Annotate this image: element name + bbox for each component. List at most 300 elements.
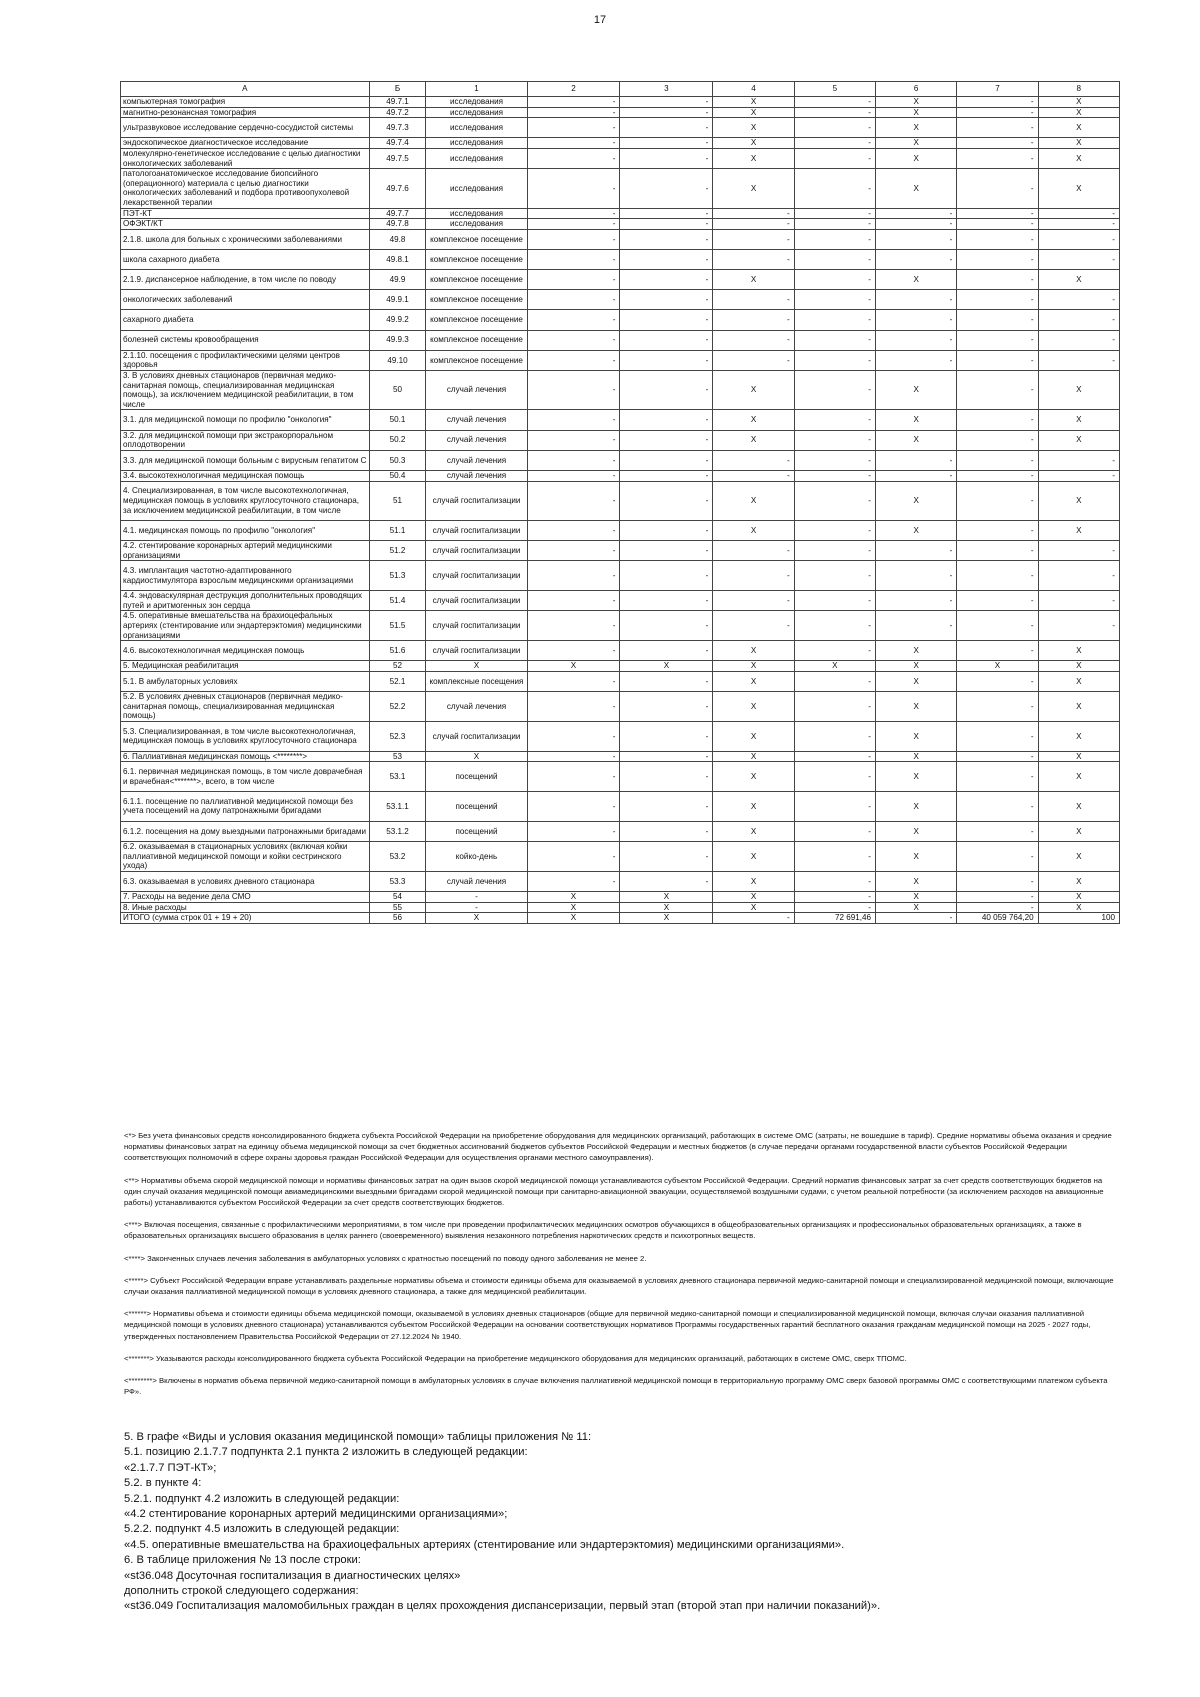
table-cell: -	[527, 229, 620, 249]
amendment-text	[124, 1430, 1124, 1615]
table-row	[121, 842, 1120, 872]
row-unit: комплексное посещение	[426, 350, 527, 370]
table-cell: -	[1038, 591, 1119, 611]
table-cell: -	[713, 208, 794, 219]
footnote: <*> Без учета финансовых средств консолидированного бюджета субъекта Российской Федерации на приобретение оборудования для медицинских организаций, работающих в системе ОМС (затраты, не вошедшие в тариф). Средние нормативы объема оказания и средние нормативы финансовых затрат на единицу объема медицинской помощи за счет бюджетных ассигнований бюджетов субъектов Российской Федерации и местных бюджетов (в случае передачи органами государственной власти субъектов Российской Федерации соответствующих полномочий в сфере охраны здоровья граждан Российской Федерации для осуществления органами местного самоуправления).	[124, 1131, 1112, 1163]
table-cell: -	[527, 450, 620, 470]
row-code: 56	[369, 913, 426, 924]
row-code: 49.9.1	[369, 290, 426, 310]
row-label: молекулярно-генетическое исследование с целью диагностики онкологических заболеваний	[121, 148, 370, 168]
table-row	[121, 219, 1120, 230]
row-code: 49.7.7	[369, 208, 426, 219]
row-unit: -	[426, 892, 527, 903]
table-cell: Х	[876, 842, 957, 872]
table-cell: -	[957, 902, 1038, 913]
table-cell: -	[713, 561, 794, 591]
table-cell: Х	[794, 661, 875, 672]
row-label: 4.3. имплантация частотно-адаптированного кардиостимулятора взрослым медицинскими организациями	[121, 561, 370, 591]
table-cell: Х	[713, 902, 794, 913]
table-cell: -	[957, 450, 1038, 470]
table-cell: -	[620, 520, 713, 540]
row-code: 52.3	[369, 721, 426, 751]
table-cell: -	[794, 671, 875, 691]
row-unit: случай госпитализации	[426, 641, 527, 661]
table-cell: -	[876, 350, 957, 370]
table-cell: -	[1038, 290, 1119, 310]
table-cell: -	[794, 902, 875, 913]
table-cell: Х	[957, 661, 1038, 672]
table-cell: -	[794, 892, 875, 903]
row-code: 51.4	[369, 591, 426, 611]
table-cell: -	[527, 671, 620, 691]
row-code: 50	[369, 371, 426, 410]
table-row	[121, 561, 1120, 591]
row-unit: -	[426, 902, 527, 913]
row-unit: комплексное посещение	[426, 330, 527, 350]
table-cell: -	[876, 219, 957, 230]
table-cell: Х	[876, 792, 957, 822]
table-cell: -	[957, 208, 1038, 219]
row-label: 3. В условиях дневных стационаров (первичная медико-санитарная помощь, специализированная медицинская помощь), за исключением медицинской реабилитации, в том числе	[121, 371, 370, 410]
row-label: 6.3. оказываемая в условиях дневного стационара	[121, 871, 370, 891]
table-cell: Х	[1038, 792, 1119, 822]
table-cell: -	[620, 330, 713, 350]
table-cell: -	[1038, 561, 1119, 591]
footnote: <*****> Субъект Российской Федерации вправе устанавливать раздельные нормативы объема и стоимости единицы объема для оказываемой в условиях дневного стационара первичной медико-санитарной помощи и специализированной медицинской помощи, включающие случаи оказания паллиативной медицинской помощи в условиях дневного стационара, а также для медицинской реабилитации.	[124, 1275, 1114, 1297]
table-cell: -	[527, 148, 620, 168]
table-cell: -	[794, 410, 875, 430]
row-label: 3.2. для медицинской помощи при экстракорпоральном оплодотворении	[121, 430, 370, 450]
row-code: 49.7.5	[369, 148, 426, 168]
table-cell: -	[1038, 208, 1119, 219]
table-cell: Х	[1038, 842, 1119, 872]
table-cell: -	[957, 481, 1038, 520]
table-cell: -	[794, 229, 875, 249]
row-unit: случай госпитализации	[426, 721, 527, 751]
row-unit: случай лечения	[426, 450, 527, 470]
row-label: 6. Паллиативная медицинская помощь <********>	[121, 751, 370, 762]
table-row	[121, 902, 1120, 913]
table-cell: Х	[876, 762, 957, 792]
table-cell: -	[527, 591, 620, 611]
row-unit: случай лечения	[426, 371, 527, 410]
row-unit: исследования	[426, 148, 527, 168]
amendment-line: 6. В таблице приложения № 13 после строки:	[124, 1554, 361, 1567]
table-row	[121, 410, 1120, 430]
column-header: 5	[794, 82, 875, 97]
table-cell: Х	[876, 902, 957, 913]
column-header: 7	[957, 82, 1038, 97]
table-body	[121, 97, 1120, 924]
table-cell: Х	[876, 871, 957, 891]
table-cell: -	[794, 219, 875, 230]
table-cell: -	[620, 118, 713, 138]
table-row	[121, 520, 1120, 540]
table-cell: -	[527, 842, 620, 872]
table-cell: -	[1038, 541, 1119, 561]
table-cell: -	[957, 611, 1038, 641]
table-row	[121, 118, 1120, 138]
table-cell: -	[620, 229, 713, 249]
table-cell: -	[620, 471, 713, 482]
table-row	[121, 148, 1120, 168]
table-cell: -	[527, 410, 620, 430]
table-cell: -	[794, 270, 875, 290]
row-code: 53.1.1	[369, 792, 426, 822]
row-unit: случай лечения	[426, 871, 527, 891]
row-label: патологоанатомическое исследование биопсийного (операционного) материала с целью диагностики онкологических заболеваний и подбора противоопухолевой лекарственной терапии	[121, 169, 370, 208]
table-cell: -	[527, 107, 620, 118]
table-cell: -	[713, 310, 794, 330]
row-unit: исследования	[426, 107, 527, 118]
table-cell: -	[876, 611, 957, 641]
footnote: <********> Включены в норматив объема первичной медико-санитарной помощи в амбулаторных условиях в случае включения паллиативной медицинской помощи в территориальную программу ОМС сверх базовой программы ОМС с соответствующими платежом субъекта РФ».	[124, 1376, 1108, 1397]
table-cell: -	[876, 450, 957, 470]
row-label: ультразвуковое исследование сердечно-сосудистой системы	[121, 118, 370, 138]
table-row	[121, 591, 1120, 611]
table-cell: -	[794, 871, 875, 891]
table-cell: Х	[713, 270, 794, 290]
table-cell: -	[620, 751, 713, 762]
table-cell: -	[876, 561, 957, 591]
table-cell: 72 691,46	[794, 913, 875, 924]
table-cell: Х	[1038, 671, 1119, 691]
table-row	[121, 229, 1120, 249]
table-cell: -	[794, 118, 875, 138]
row-label: 2.1.10. посещения с профилактическими целями центров здоровья	[121, 350, 370, 370]
table-cell: -	[620, 290, 713, 310]
row-code: 53.3	[369, 871, 426, 891]
row-unit: Х	[426, 751, 527, 762]
table-cell: -	[957, 430, 1038, 450]
row-label: компьютерная томография	[121, 97, 370, 108]
table-cell: -	[620, 97, 713, 108]
table-cell: -	[620, 169, 713, 208]
table-cell: -	[794, 721, 875, 751]
table-cell: -	[957, 219, 1038, 230]
table-cell: -	[794, 208, 875, 219]
table-cell: Х	[713, 148, 794, 168]
table-cell: -	[1038, 450, 1119, 470]
table-cell: Х	[876, 641, 957, 661]
table-cell: -	[794, 821, 875, 841]
table-cell: -	[957, 97, 1038, 108]
table-cell: -	[620, 371, 713, 410]
table-cell: -	[957, 821, 1038, 841]
table-cell: -	[1038, 350, 1119, 370]
table-cell: -	[527, 611, 620, 641]
table-cell: Х	[876, 148, 957, 168]
amendment-line: 5.2. в пункте 4:	[124, 1477, 202, 1490]
table-cell: Х	[713, 721, 794, 751]
row-unit: случай госпитализации	[426, 611, 527, 641]
norms-table-container	[120, 81, 1120, 924]
table-cell: -	[620, 270, 713, 290]
row-code: 49.7.1	[369, 97, 426, 108]
column-header: 8	[1038, 82, 1119, 97]
table-cell: -	[527, 371, 620, 410]
table-cell: Х	[713, 371, 794, 410]
row-unit: случай госпитализации	[426, 520, 527, 540]
row-unit: комплексное посещение	[426, 249, 527, 269]
row-label: 4.5. оперативные вмешательства на брахиоцефальных артериях (стентирование или эндартерэктомия) медицинскими организациями	[121, 611, 370, 641]
table-cell: -	[620, 410, 713, 430]
table-cell: Х	[1038, 371, 1119, 410]
row-unit: исследования	[426, 208, 527, 219]
row-unit: случай госпитализации	[426, 561, 527, 591]
table-cell: -	[794, 762, 875, 792]
table-cell: Х	[620, 892, 713, 903]
table-row	[121, 762, 1120, 792]
table-row	[121, 371, 1120, 410]
table-cell: Х	[713, 821, 794, 841]
table-cell: -	[794, 792, 875, 822]
row-label: сахарного диабета	[121, 310, 370, 330]
amendment-line: «2.1.7.7 ПЭТ-КТ»;	[124, 1461, 217, 1474]
table-cell: Х	[1038, 692, 1119, 722]
table-cell: Х	[876, 107, 957, 118]
table-cell: -	[794, 520, 875, 540]
row-label: 6.1.2. посещения на дому выездными патронажными бригадами	[121, 821, 370, 841]
row-code: 49.9.2	[369, 310, 426, 330]
table-cell: Х	[713, 430, 794, 450]
row-label: 4. Специализированная, в том числе высокотехнологичная, медицинская помощь в условиях круглосуточного стационара, за исключением медицинской реабилитации, в том числе	[121, 481, 370, 520]
row-code: 49.10	[369, 350, 426, 370]
row-code: 51.1	[369, 520, 426, 540]
table-cell: Х	[1038, 762, 1119, 792]
row-label: ПЭТ-КТ	[121, 208, 370, 219]
row-code: 50.3	[369, 450, 426, 470]
amendment-line: «4.2 стентирование коронарных артерий медицинскими организациями»;	[124, 1508, 508, 1521]
table-cell: -	[876, 541, 957, 561]
footnote: <**> Нормативы объема скорой медицинской помощи и нормативы финансовых затрат на один вызов скорой медицинской помощи устанавливаются субъектом Российской Федерации. Средний норматив финансовых затрат за счет средств соответствующих бюджетов на один случай оказания медицинской помощи авиамедицинскими выездными бригадами скорой медицинской помощи при санитарно-авиационной эвакуации, осуществляемой воздушными судами, с учетом реальной потребности (за исключением расходов на авиационные работы) устанавливаются субъектом Российской Федерации за счет средств соответствующих бюджетов.	[124, 1175, 1104, 1208]
table-cell: -	[794, 641, 875, 661]
table-row	[121, 611, 1120, 641]
row-unit: комплексное посещение	[426, 310, 527, 330]
table-row	[121, 350, 1120, 370]
table-row	[121, 792, 1120, 822]
row-code: 49.8	[369, 229, 426, 249]
table-cell: -	[527, 641, 620, 661]
table-cell: Х	[876, 821, 957, 841]
table-row	[121, 208, 1120, 219]
row-unit: случай госпитализации	[426, 541, 527, 561]
table-cell: -	[620, 821, 713, 841]
row-unit: посещений	[426, 821, 527, 841]
row-label: школа сахарного диабета	[121, 249, 370, 269]
table-cell: Х	[876, 692, 957, 722]
table-cell: Х	[876, 371, 957, 410]
row-unit: исследования	[426, 138, 527, 149]
table-cell: -	[876, 330, 957, 350]
table-cell: -	[957, 118, 1038, 138]
row-code: 51.5	[369, 611, 426, 641]
table-cell: Х	[620, 902, 713, 913]
row-code: 51	[369, 481, 426, 520]
row-label: 3.3. для медицинской помощи больным с вирусным гепатитом С	[121, 450, 370, 470]
table-cell: -	[527, 762, 620, 792]
row-label: 5.2. В условиях дневных стационаров (первичная медико-санитарная помощь, специализированная медицинская помощь)	[121, 692, 370, 722]
table-cell: -	[713, 591, 794, 611]
column-header: А	[121, 82, 370, 97]
row-label: ИТОГО (сумма строк 01 + 19 + 20)	[121, 913, 370, 924]
table-cell: -	[957, 229, 1038, 249]
table-cell: -	[794, 692, 875, 722]
table-row	[121, 641, 1120, 661]
table-cell: -	[957, 842, 1038, 872]
row-label: 4.6. высокотехнологичная медицинская помощь	[121, 641, 370, 661]
table-cell: -	[957, 249, 1038, 269]
table-cell: -	[794, 107, 875, 118]
table-cell: -	[794, 842, 875, 872]
table-cell: -	[794, 591, 875, 611]
page-number: 17	[593, 14, 607, 26]
table-cell: -	[620, 611, 713, 641]
table-cell: -	[794, 611, 875, 641]
table-cell: Х	[713, 892, 794, 903]
footnote: <******> Нормативы объема и стоимости единицы объема медицинской помощи, оказываемой в условиях дневных стационаров (общие для первичной медико-санитарной помощи и специализированной медицинской помощи, включая случаи оказания паллиативной медицинской помощи в условиях дневного стационара) устанавливаются субъектом Российской Федерации на основании соответствующих нормативов Программы государственных гарантий бесплатного оказания гражданам медицинской помощи на 2025 - 2027 годы, утвержденных постановлением Правительства Российской Федерации от 27.12.2024 № 1940.	[124, 1309, 1091, 1341]
table-cell: Х	[1038, 721, 1119, 751]
row-code: 53.2	[369, 842, 426, 872]
table-cell: -	[957, 169, 1038, 208]
table-cell: -	[713, 249, 794, 269]
table-cell: Х	[713, 661, 794, 672]
table-row	[121, 913, 1120, 924]
table-cell: Х	[1038, 751, 1119, 762]
row-label: 6.1.1. посещение по паллиативной медицинской помощи без учета посещений на дому патронажными бригадами	[121, 792, 370, 822]
table-cell: Х	[1038, 270, 1119, 290]
row-unit: исследования	[426, 169, 527, 208]
row-code: 49.9	[369, 270, 426, 290]
row-label: 8. Иные расходы	[121, 902, 370, 913]
table-cell: -	[794, 561, 875, 591]
table-row	[121, 892, 1120, 903]
table-cell: -	[876, 471, 957, 482]
table-cell: -	[957, 270, 1038, 290]
row-label: онкологических заболеваний	[121, 290, 370, 310]
row-label: 4.2. стентирование коронарных артерий медицинскими организациями	[121, 541, 370, 561]
row-unit: посещений	[426, 792, 527, 822]
table-cell: -	[957, 290, 1038, 310]
table-cell: -	[713, 611, 794, 641]
table-cell: Х	[713, 118, 794, 138]
row-code: 49.7.2	[369, 107, 426, 118]
table-cell: -	[620, 641, 713, 661]
table-cell: -	[527, 520, 620, 540]
table-cell: -	[527, 208, 620, 219]
table-cell: -	[527, 430, 620, 450]
table-cell: -	[957, 792, 1038, 822]
norms-table	[120, 81, 1120, 924]
table-cell: Х	[876, 410, 957, 430]
row-label: 3.1. для медицинской помощи по профилю "онкология"	[121, 410, 370, 430]
table-cell: Х	[876, 671, 957, 691]
table-cell: -	[957, 762, 1038, 792]
row-label: эндоскопическое диагностическое исследование	[121, 138, 370, 149]
table-cell: -	[794, 450, 875, 470]
amendment-line: «st36.049 Госпитализация маломобильных граждан в целях прохождения диспансеризации, первый этап (второй этап при наличии показаний)».	[124, 1600, 881, 1613]
table-cell: Х	[1038, 97, 1119, 108]
table-cell: -	[713, 330, 794, 350]
row-unit: Х	[426, 661, 527, 672]
table-cell: Х	[713, 410, 794, 430]
table-cell: -	[620, 842, 713, 872]
table-row	[121, 450, 1120, 470]
table-row	[121, 310, 1120, 330]
table-cell: -	[957, 107, 1038, 118]
row-label: 4.1. медицинская помощь по профилю "онкология"	[121, 520, 370, 540]
table-cell: -	[620, 721, 713, 751]
table-cell: -	[527, 330, 620, 350]
table-cell: Х	[1038, 169, 1119, 208]
table-row	[121, 661, 1120, 672]
table-cell: -	[527, 471, 620, 482]
table-cell: Х	[713, 481, 794, 520]
table-cell: -	[620, 138, 713, 149]
table-cell: -	[527, 118, 620, 138]
row-code: 49.7.4	[369, 138, 426, 149]
table-cell: -	[620, 561, 713, 591]
row-unit: Х	[426, 913, 527, 924]
table-cell: Х	[1038, 871, 1119, 891]
table-cell: Х	[527, 661, 620, 672]
table-cell: -	[620, 430, 713, 450]
amendment-line: «4.5. оперативные вмешательства на брахиоцефальных артериях (стентирование или эндартерэктомия) медицинскими организациями».	[124, 1538, 845, 1551]
row-code: 55	[369, 902, 426, 913]
row-label: магнитно-резонансная томография	[121, 107, 370, 118]
row-label: 4.4. эндоваскулярная деструкция дополнительных проводящих путей и аритмогенных зон сердца	[121, 591, 370, 611]
table-cell: -	[957, 410, 1038, 430]
row-unit: посещений	[426, 762, 527, 792]
row-unit: случай лечения	[426, 430, 527, 450]
row-unit: случай госпитализации	[426, 591, 527, 611]
row-code: 53	[369, 751, 426, 762]
table-row	[121, 270, 1120, 290]
amendment-line: 5.2.2. подпункт 4.5 изложить в следующей редакции:	[124, 1523, 400, 1536]
table-cell: -	[527, 792, 620, 822]
table-cell: Х	[1038, 118, 1119, 138]
table-cell: -	[620, 310, 713, 330]
table-cell: -	[1038, 219, 1119, 230]
row-unit: исследования	[426, 118, 527, 138]
column-header: 1	[426, 82, 527, 97]
table-cell: Х	[876, 751, 957, 762]
table-row	[121, 541, 1120, 561]
table-cell: -	[713, 350, 794, 370]
column-header: 2	[527, 82, 620, 97]
row-unit: исследования	[426, 97, 527, 108]
table-cell: -	[876, 249, 957, 269]
table-cell: Х	[876, 138, 957, 149]
table-cell: Х	[1038, 892, 1119, 903]
row-code: 49.8.1	[369, 249, 426, 269]
table-cell: -	[794, 751, 875, 762]
table-row	[121, 671, 1120, 691]
table-row	[121, 871, 1120, 891]
row-label: ОФЭКТ/КТ	[121, 219, 370, 230]
amendment-line: 5. В графе «Виды и условия оказания медицинской помощи» таблицы приложения № 11:	[124, 1431, 592, 1443]
table-cell: -	[1038, 229, 1119, 249]
row-unit: комплексные посещения	[426, 671, 527, 691]
table-cell: -	[620, 762, 713, 792]
row-code: 52.1	[369, 671, 426, 691]
table-cell: -	[1038, 330, 1119, 350]
table-cell: Х	[1038, 821, 1119, 841]
table-row	[121, 97, 1120, 108]
table-cell: -	[1038, 249, 1119, 269]
footnote: <****> Законченных случаев лечения заболевания в амбулаторных условиях с кратностью посещений по поводу одного заболевания не менее 2.	[124, 1253, 647, 1263]
table-cell: -	[527, 310, 620, 330]
